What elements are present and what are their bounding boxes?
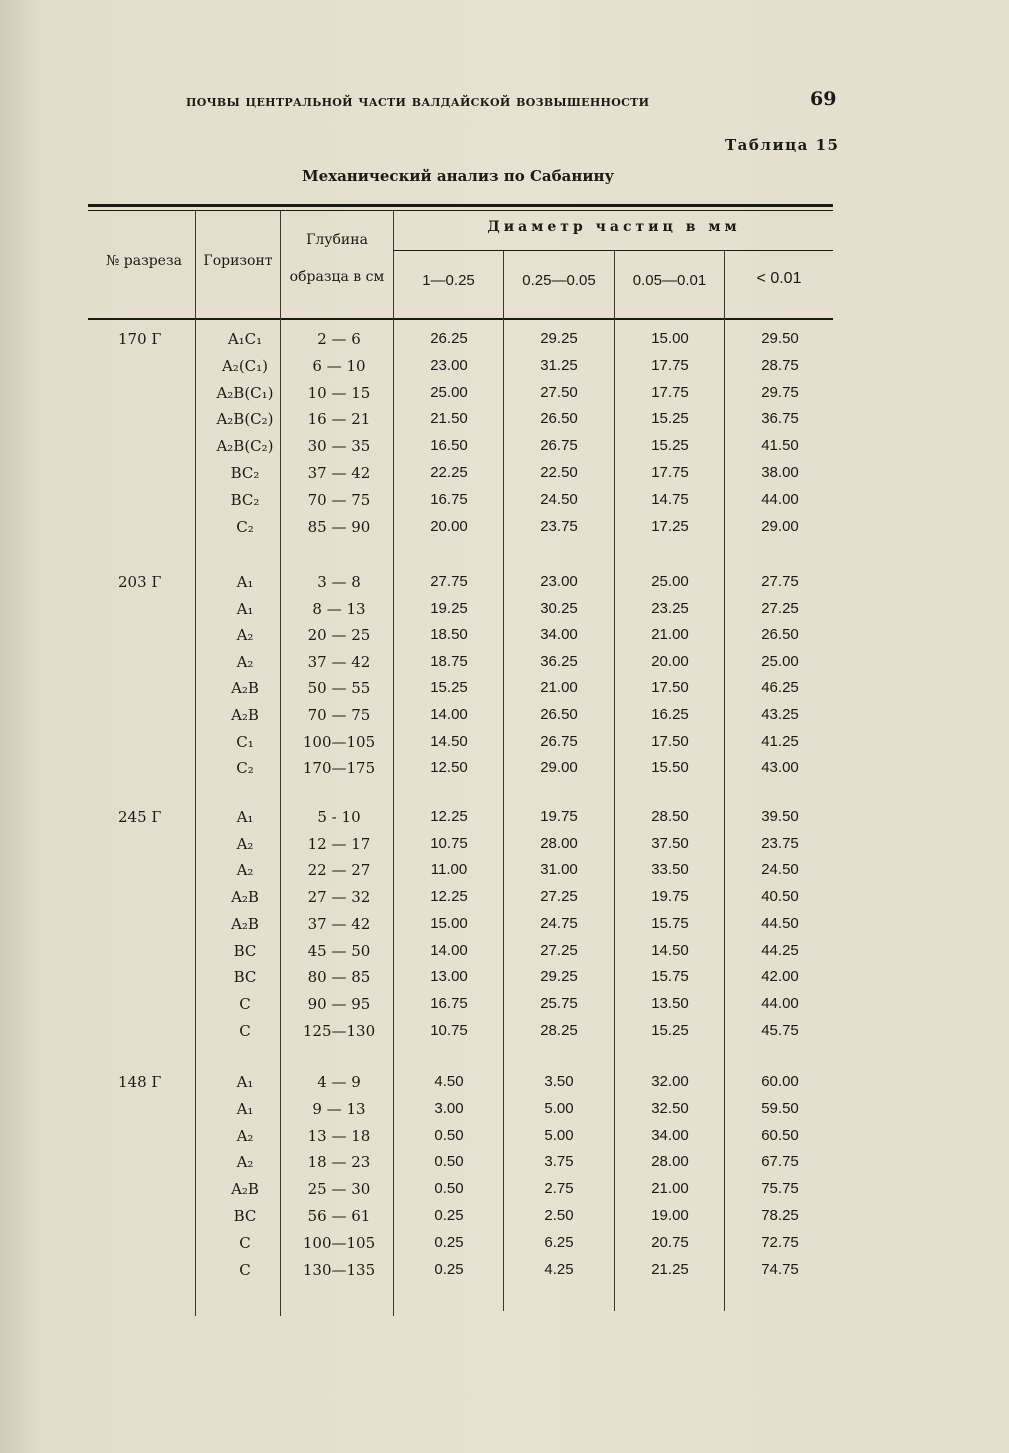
- horizon-cell: C₂: [236, 518, 254, 536]
- value-cell: 20.00: [430, 518, 468, 535]
- value-cell: 36.25: [540, 653, 578, 670]
- depth-cell: 13 — 18: [307, 1127, 371, 1145]
- value-cell: 27.25: [540, 942, 578, 959]
- value-cell: 12.50: [430, 759, 468, 776]
- value-cell: 27.75: [761, 573, 799, 590]
- horizon-cell: A₁: [236, 1073, 254, 1091]
- value-cell: 14.00: [430, 942, 468, 959]
- value-cell: 13.50: [651, 995, 689, 1012]
- horizon-cell: BC₂: [230, 464, 260, 482]
- depth-cell: 80 — 85: [307, 968, 371, 986]
- col-divider-4: [503, 251, 504, 1311]
- depth-cell: 37 — 42: [307, 464, 371, 482]
- col-divider-5: [614, 251, 615, 1311]
- value-cell: 16.75: [430, 491, 468, 508]
- value-cell: 12.25: [430, 888, 468, 905]
- value-cell: 45.75: [761, 1022, 799, 1039]
- value-cell: 23.25: [651, 600, 689, 617]
- horizon-cell: A₂: [236, 835, 254, 853]
- horizon-cell: C₁: [236, 733, 254, 751]
- value-cell: 20.75: [651, 1234, 689, 1251]
- depth-cell: 6 — 10: [312, 357, 366, 375]
- col-divider-1: [195, 211, 196, 1316]
- header-d4: < 0.01: [756, 270, 802, 287]
- section-number: 148 Г: [118, 1073, 162, 1091]
- header-d2: 0.25—0.05: [522, 272, 596, 289]
- header-diameter: Диаметр частиц в мм: [487, 219, 741, 235]
- value-cell: 0.25: [434, 1207, 464, 1224]
- value-cell: 26.50: [761, 626, 799, 643]
- value-cell: 26.50: [540, 706, 578, 723]
- value-cell: 75.75: [761, 1180, 799, 1197]
- value-cell: 16.75: [430, 995, 468, 1012]
- value-cell: 43.25: [761, 706, 799, 723]
- depth-cell: 37 — 42: [307, 653, 371, 671]
- value-cell: 22.25: [430, 464, 468, 481]
- value-cell: 3.50: [544, 1073, 574, 1090]
- value-cell: 15.00: [430, 915, 468, 932]
- value-cell: 32.00: [651, 1073, 689, 1090]
- value-cell: 28.75: [761, 357, 799, 374]
- header-depth-line1: Глубина: [306, 232, 368, 248]
- value-cell: 28.00: [540, 835, 578, 852]
- depth-cell: 18 — 23: [307, 1153, 371, 1171]
- horizon-cell: C: [239, 1234, 251, 1252]
- value-cell: 18.75: [430, 653, 468, 670]
- horizon-cell: A₁: [236, 573, 254, 591]
- value-cell: 29.25: [540, 330, 578, 347]
- depth-cell: 5 - 10: [317, 808, 361, 826]
- horizon-cell: A₂B: [231, 706, 259, 724]
- section-number: 203 Г: [118, 573, 162, 591]
- value-cell: 29.50: [761, 330, 799, 347]
- value-cell: 16.25: [651, 706, 689, 723]
- horizon-cell: C₂: [236, 759, 254, 777]
- value-cell: 5.00: [544, 1100, 574, 1117]
- horizon-cell: BC: [233, 968, 257, 986]
- value-cell: 44.50: [761, 915, 799, 932]
- value-cell: 44.00: [761, 995, 799, 1012]
- value-cell: 26.50: [540, 410, 578, 427]
- horizon-cell: A₂: [236, 626, 254, 644]
- depth-cell: 8 — 13: [312, 600, 366, 618]
- value-cell: 36.75: [761, 410, 799, 427]
- depth-cell: 30 — 35: [307, 437, 371, 455]
- value-cell: 40.50: [761, 888, 799, 905]
- value-cell: 17.25: [651, 518, 689, 535]
- col-divider-6: [724, 251, 725, 1311]
- value-cell: 15.25: [430, 679, 468, 696]
- value-cell: 27.25: [761, 600, 799, 617]
- value-cell: 72.75: [761, 1234, 799, 1251]
- depth-cell: 85 — 90: [307, 518, 371, 536]
- value-cell: 15.50: [651, 759, 689, 776]
- value-cell: 2.75: [544, 1180, 574, 1197]
- depth-cell: 12 — 17: [307, 835, 371, 853]
- value-cell: 12.25: [430, 808, 468, 825]
- horizon-cell: A₁: [236, 1100, 254, 1118]
- horizon-cell: A₂B: [231, 888, 259, 906]
- value-cell: 31.25: [540, 357, 578, 374]
- depth-cell: 2 — 6: [317, 330, 361, 348]
- value-cell: 42.00: [761, 968, 799, 985]
- depth-cell: 20 — 25: [307, 626, 371, 644]
- value-cell: 19.00: [651, 1207, 689, 1224]
- value-cell: 21.00: [651, 1180, 689, 1197]
- value-cell: 26.75: [540, 437, 578, 454]
- horizon-cell: A₂B: [231, 1180, 259, 1198]
- value-cell: 28.50: [651, 808, 689, 825]
- depth-cell: 45 — 50: [307, 942, 371, 960]
- depth-cell: 100—105: [302, 1234, 376, 1252]
- value-cell: 60.00: [761, 1073, 799, 1090]
- horizon-cell: A₂(C₁): [221, 357, 269, 375]
- horizon-cell: C: [239, 1022, 251, 1040]
- horizon-cell: A₂: [236, 653, 254, 671]
- col-divider-3: [393, 211, 394, 1316]
- value-cell: 4.25: [544, 1261, 574, 1278]
- value-cell: 23.00: [540, 573, 578, 590]
- value-cell: 19.25: [430, 600, 468, 617]
- value-cell: 16.50: [430, 437, 468, 454]
- depth-cell: 3 — 8: [317, 573, 361, 591]
- horizon-cell: C: [239, 995, 251, 1013]
- depth-cell: 10 — 15: [307, 384, 371, 402]
- header-section: № разреза: [106, 253, 182, 269]
- value-cell: 3.00: [434, 1100, 464, 1117]
- value-cell: 28.25: [540, 1022, 578, 1039]
- value-cell: 2.50: [544, 1207, 574, 1224]
- header-depth-line2: образца в см: [289, 269, 385, 285]
- value-cell: 46.25: [761, 679, 799, 696]
- depth-cell: 170—175: [302, 759, 376, 777]
- top-rule-thin: [88, 210, 833, 211]
- value-cell: 27.75: [430, 573, 468, 590]
- depth-cell: 70 — 75: [307, 706, 371, 724]
- diameter-sub-rule: [393, 250, 833, 251]
- section-number: 170 Г: [118, 330, 162, 348]
- value-cell: 30.25: [540, 600, 578, 617]
- value-cell: 34.00: [651, 1127, 689, 1144]
- value-cell: 6.25: [544, 1234, 574, 1251]
- horizon-cell: BC: [233, 942, 257, 960]
- value-cell: 24.50: [540, 491, 578, 508]
- horizon-cell: A₁: [236, 600, 254, 618]
- value-cell: 21.00: [651, 626, 689, 643]
- value-cell: 15.75: [651, 968, 689, 985]
- value-cell: 60.50: [761, 1127, 799, 1144]
- header-bottom-rule: [88, 318, 833, 320]
- value-cell: 41.50: [761, 437, 799, 454]
- value-cell: 18.50: [430, 626, 468, 643]
- header-d1: 1—0.25: [422, 272, 475, 289]
- value-cell: 33.50: [651, 861, 689, 878]
- value-cell: 21.25: [651, 1261, 689, 1278]
- horizon-cell: A₂B: [231, 679, 259, 697]
- page-number: 69: [810, 88, 837, 110]
- value-cell: 15.25: [651, 1022, 689, 1039]
- value-cell: 74.75: [761, 1261, 799, 1278]
- value-cell: 29.25: [540, 968, 578, 985]
- depth-cell: 27 — 32: [307, 888, 371, 906]
- horizon-cell: A₁: [236, 808, 254, 826]
- value-cell: 39.50: [761, 808, 799, 825]
- depth-cell: 56 — 61: [307, 1207, 371, 1225]
- value-cell: 19.75: [651, 888, 689, 905]
- value-cell: 59.50: [761, 1100, 799, 1117]
- value-cell: 24.75: [540, 915, 578, 932]
- depth-cell: 90 — 95: [307, 995, 371, 1013]
- depth-cell: 16 — 21: [307, 410, 371, 428]
- table-label: Таблица 15: [725, 136, 840, 154]
- horizon-cell: A₂B(C₂): [216, 437, 274, 455]
- value-cell: 17.50: [651, 679, 689, 696]
- table-caption: Механический анализ по Сабанину: [302, 167, 615, 185]
- value-cell: 27.25: [540, 888, 578, 905]
- value-cell: 25.00: [651, 573, 689, 590]
- value-cell: 29.00: [540, 759, 578, 776]
- value-cell: 10.75: [430, 835, 468, 852]
- depth-cell: 37 — 42: [307, 915, 371, 933]
- value-cell: 44.00: [761, 491, 799, 508]
- horizon-cell: C: [239, 1261, 251, 1279]
- header-d3: 0.05—0.01: [632, 272, 707, 289]
- value-cell: 23.00: [430, 357, 468, 374]
- value-cell: 19.75: [540, 808, 578, 825]
- value-cell: 44.25: [761, 942, 799, 959]
- value-cell: 17.75: [651, 357, 689, 374]
- value-cell: 0.50: [434, 1127, 464, 1144]
- depth-cell: 100—105: [302, 733, 376, 751]
- value-cell: 31.00: [540, 861, 578, 878]
- horizon-cell: A₂B(C₂): [216, 410, 274, 428]
- depth-cell: 50 — 55: [307, 679, 371, 697]
- value-cell: 25.00: [761, 653, 799, 670]
- value-cell: 26.75: [540, 733, 578, 750]
- value-cell: 26.25: [430, 330, 468, 347]
- value-cell: 14.00: [430, 706, 468, 723]
- depth-cell: 130—135: [302, 1261, 376, 1279]
- value-cell: 15.00: [651, 330, 689, 347]
- header-horizon: Горизонт: [203, 253, 273, 269]
- value-cell: 0.25: [434, 1234, 464, 1251]
- depth-cell: 22 — 27: [307, 861, 371, 879]
- value-cell: 15.25: [651, 410, 689, 427]
- value-cell: 11.00: [430, 861, 468, 878]
- horizon-cell: A₂: [236, 1127, 254, 1145]
- value-cell: 14.75: [651, 491, 689, 508]
- value-cell: 27.50: [540, 384, 578, 401]
- value-cell: 29.00: [761, 518, 799, 535]
- horizon-cell: A₂B: [231, 915, 259, 933]
- value-cell: 17.75: [651, 384, 689, 401]
- depth-cell: 4 — 9: [317, 1073, 361, 1091]
- value-cell: 32.50: [651, 1100, 689, 1117]
- depth-cell: 25 — 30: [307, 1180, 371, 1198]
- value-cell: 24.50: [761, 861, 799, 878]
- value-cell: 10.75: [430, 1022, 468, 1039]
- depth-cell: 125—130: [302, 1022, 376, 1040]
- section-number: 245 Г: [118, 808, 162, 826]
- depth-cell: 70 — 75: [307, 491, 371, 509]
- value-cell: 3.75: [544, 1153, 574, 1170]
- value-cell: 43.00: [761, 759, 799, 776]
- horizon-cell: A₂: [236, 861, 254, 879]
- top-rule-thick: [88, 204, 833, 207]
- value-cell: 14.50: [651, 942, 689, 959]
- value-cell: 78.25: [761, 1207, 799, 1224]
- value-cell: 28.00: [651, 1153, 689, 1170]
- value-cell: 21.00: [540, 679, 578, 696]
- horizon-cell: A₂: [236, 1153, 254, 1171]
- value-cell: 41.25: [761, 733, 799, 750]
- depth-cell: 9 — 13: [312, 1100, 366, 1118]
- value-cell: 17.50: [651, 733, 689, 750]
- value-cell: 0.50: [434, 1180, 464, 1197]
- value-cell: 15.75: [651, 915, 689, 932]
- running-head: почвы центральной части валдайской возвышенности: [186, 92, 650, 110]
- value-cell: 5.00: [544, 1127, 574, 1144]
- value-cell: 21.50: [430, 410, 468, 427]
- value-cell: 67.75: [761, 1153, 799, 1170]
- value-cell: 34.00: [540, 626, 578, 643]
- value-cell: 23.75: [761, 835, 799, 852]
- value-cell: 15.25: [651, 437, 689, 454]
- horizon-cell: A₂B(C₁): [216, 384, 274, 402]
- value-cell: 14.50: [430, 733, 468, 750]
- horizon-cell: BC: [233, 1207, 257, 1225]
- value-cell: 25.00: [430, 384, 468, 401]
- value-cell: 0.25: [434, 1261, 464, 1278]
- value-cell: 37.50: [651, 835, 689, 852]
- value-cell: 20.00: [651, 653, 689, 670]
- value-cell: 17.75: [651, 464, 689, 481]
- value-cell: 22.50: [540, 464, 578, 481]
- value-cell: 29.75: [761, 384, 799, 401]
- value-cell: 23.75: [540, 518, 578, 535]
- value-cell: 38.00: [761, 464, 799, 481]
- value-cell: 4.50: [434, 1073, 464, 1090]
- value-cell: 25.75: [540, 995, 578, 1012]
- horizon-cell: BC₂: [230, 491, 260, 509]
- horizon-cell: A₁C₁: [227, 330, 263, 348]
- value-cell: 0.50: [434, 1153, 464, 1170]
- value-cell: 13.00: [430, 968, 468, 985]
